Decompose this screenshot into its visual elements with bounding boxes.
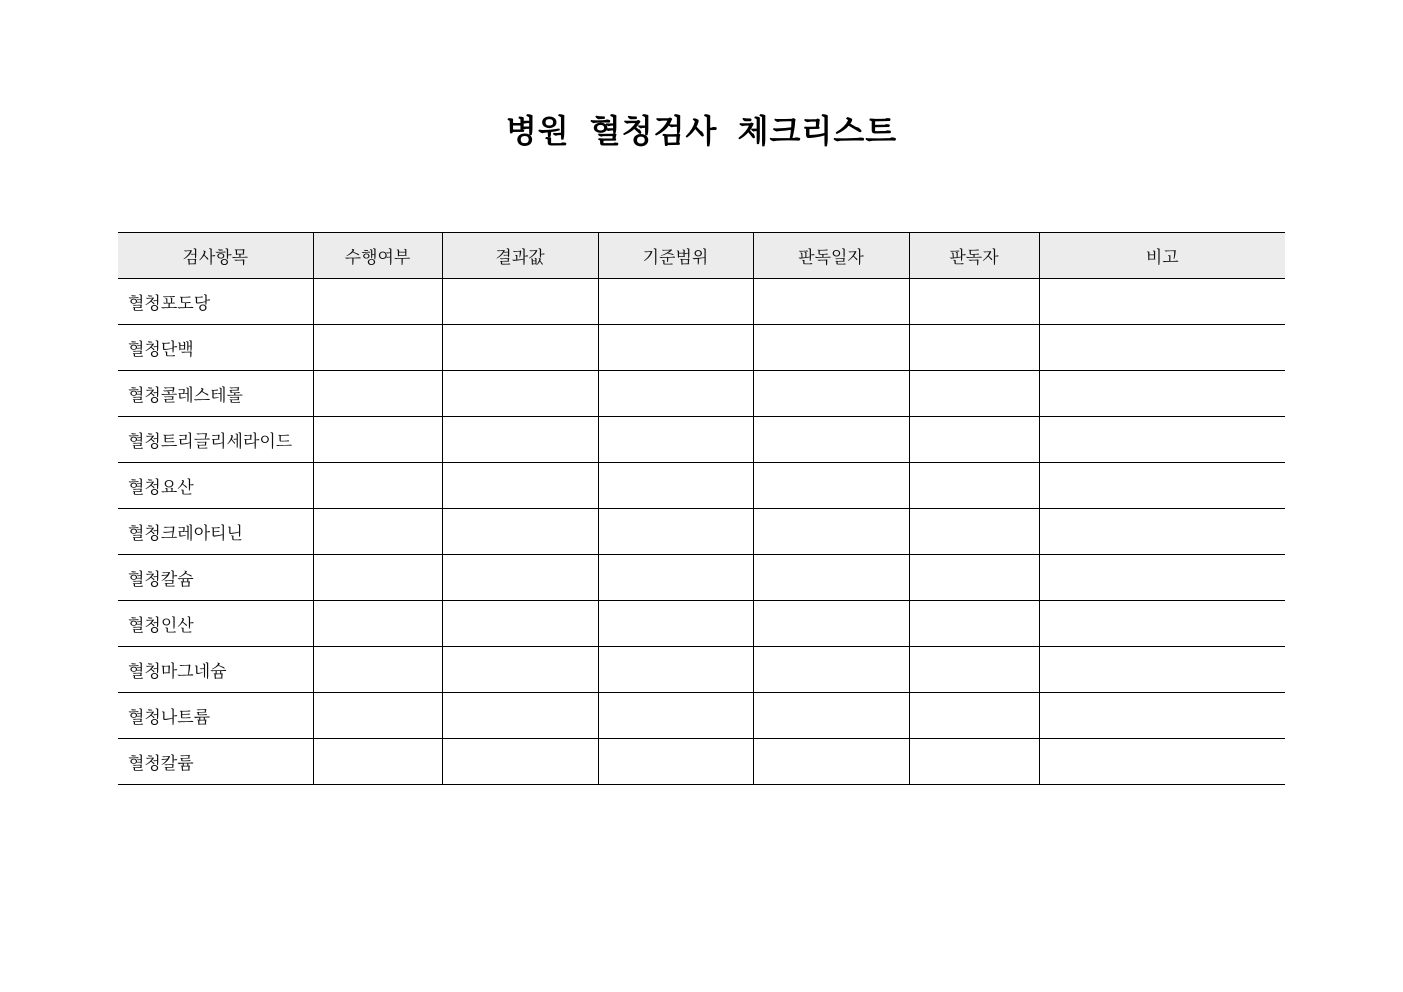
reader-cell[interactable] — [909, 279, 1039, 325]
result-value-cell[interactable] — [442, 279, 598, 325]
checklist-table — [118, 232, 1285, 785]
reading-date-cell[interactable] — [753, 463, 909, 509]
performed-cell[interactable] — [313, 371, 442, 417]
test-item-cell: 혈청트리글리세라이드 — [118, 417, 313, 463]
reference-range-cell[interactable] — [598, 279, 753, 325]
result-value-cell[interactable] — [442, 417, 598, 463]
result-value-cell[interactable] — [442, 463, 598, 509]
test-item-cell: 혈청요산 — [118, 463, 313, 509]
header-performed: 수행여부 — [313, 233, 442, 279]
reader-cell[interactable] — [909, 555, 1039, 601]
performed-cell[interactable] — [313, 463, 442, 509]
header-reference-range: 기준범위 — [598, 233, 753, 279]
reference-range-cell[interactable] — [598, 693, 753, 739]
result-value-cell[interactable] — [442, 693, 598, 739]
table-row — [118, 417, 1285, 463]
performed-cell[interactable] — [313, 601, 442, 647]
header-reader: 판독자 — [909, 233, 1039, 279]
remarks-cell[interactable] — [1039, 371, 1285, 417]
reader-cell[interactable] — [909, 739, 1039, 785]
remarks-cell[interactable] — [1039, 509, 1285, 555]
test-item-cell: 혈청단백 — [118, 325, 313, 371]
page-title: 병원 혈청검사 체크리스트 — [505, 112, 898, 150]
remarks-cell[interactable] — [1039, 463, 1285, 509]
table-row — [118, 509, 1285, 555]
remarks-cell[interactable] — [1039, 647, 1285, 693]
result-value-cell[interactable] — [442, 601, 598, 647]
reference-range-cell[interactable] — [598, 555, 753, 601]
table-row — [118, 601, 1285, 647]
reader-cell[interactable] — [909, 509, 1039, 555]
reference-range-cell[interactable] — [598, 509, 753, 555]
result-value-cell[interactable] — [442, 371, 598, 417]
test-item-cell: 혈청나트륨 — [118, 693, 313, 739]
table-row — [118, 555, 1285, 601]
header-test-item: 검사항목 — [118, 233, 313, 279]
result-value-cell[interactable] — [442, 509, 598, 555]
test-item-cell: 혈청크레아티닌 — [118, 509, 313, 555]
result-value-cell[interactable] — [442, 647, 598, 693]
reading-date-cell[interactable] — [753, 279, 909, 325]
header-remarks: 비고 — [1039, 233, 1285, 279]
reading-date-cell[interactable] — [753, 739, 909, 785]
test-item-cell: 혈청포도당 — [118, 279, 313, 325]
performed-cell[interactable] — [313, 509, 442, 555]
reference-range-cell[interactable] — [598, 463, 753, 509]
result-value-cell[interactable] — [442, 325, 598, 371]
reference-range-cell[interactable] — [598, 371, 753, 417]
table-row — [118, 647, 1285, 693]
reading-date-cell[interactable] — [753, 509, 909, 555]
reader-cell[interactable] — [909, 601, 1039, 647]
reading-date-cell[interactable] — [753, 647, 909, 693]
performed-cell[interactable] — [313, 325, 442, 371]
reading-date-cell[interactable] — [753, 371, 909, 417]
result-value-cell[interactable] — [442, 739, 598, 785]
remarks-cell[interactable] — [1039, 601, 1285, 647]
header-result-value: 결과값 — [442, 233, 598, 279]
remarks-cell[interactable] — [1039, 417, 1285, 463]
reading-date-cell[interactable] — [753, 417, 909, 463]
table-row — [118, 279, 1285, 325]
performed-cell[interactable] — [313, 693, 442, 739]
performed-cell[interactable] — [313, 279, 442, 325]
reference-range-cell[interactable] — [598, 601, 753, 647]
reference-range-cell[interactable] — [598, 417, 753, 463]
test-item-cell: 혈청콜레스테롤 — [118, 371, 313, 417]
reader-cell[interactable] — [909, 693, 1039, 739]
table-row — [118, 739, 1285, 785]
remarks-cell[interactable] — [1039, 739, 1285, 785]
performed-cell[interactable] — [313, 417, 442, 463]
remarks-cell[interactable] — [1039, 555, 1285, 601]
reading-date-cell[interactable] — [753, 555, 909, 601]
reader-cell[interactable] — [909, 463, 1039, 509]
performed-cell[interactable] — [313, 555, 442, 601]
remarks-cell[interactable] — [1039, 279, 1285, 325]
remarks-cell[interactable] — [1039, 325, 1285, 371]
remarks-cell[interactable] — [1039, 693, 1285, 739]
test-item-cell: 혈청칼륨 — [118, 739, 313, 785]
table-row — [118, 693, 1285, 739]
reading-date-cell[interactable] — [753, 601, 909, 647]
reader-cell[interactable] — [909, 325, 1039, 371]
test-item-cell: 혈청마그네슘 — [118, 647, 313, 693]
reader-cell[interactable] — [909, 647, 1039, 693]
reader-cell[interactable] — [909, 417, 1039, 463]
performed-cell[interactable] — [313, 739, 442, 785]
reference-range-cell[interactable] — [598, 325, 753, 371]
reference-range-cell[interactable] — [598, 739, 753, 785]
table-row — [118, 371, 1285, 417]
header-reading-date: 판독일자 — [753, 233, 909, 279]
table-header-row — [118, 233, 1285, 279]
reading-date-cell[interactable] — [753, 325, 909, 371]
test-item-cell: 혈청칼슘 — [118, 555, 313, 601]
test-item-cell: 혈청인산 — [118, 601, 313, 647]
reading-date-cell[interactable] — [753, 693, 909, 739]
reader-cell[interactable] — [909, 371, 1039, 417]
table-row — [118, 463, 1285, 509]
table-row — [118, 325, 1285, 371]
result-value-cell[interactable] — [442, 555, 598, 601]
reference-range-cell[interactable] — [598, 647, 753, 693]
performed-cell[interactable] — [313, 647, 442, 693]
